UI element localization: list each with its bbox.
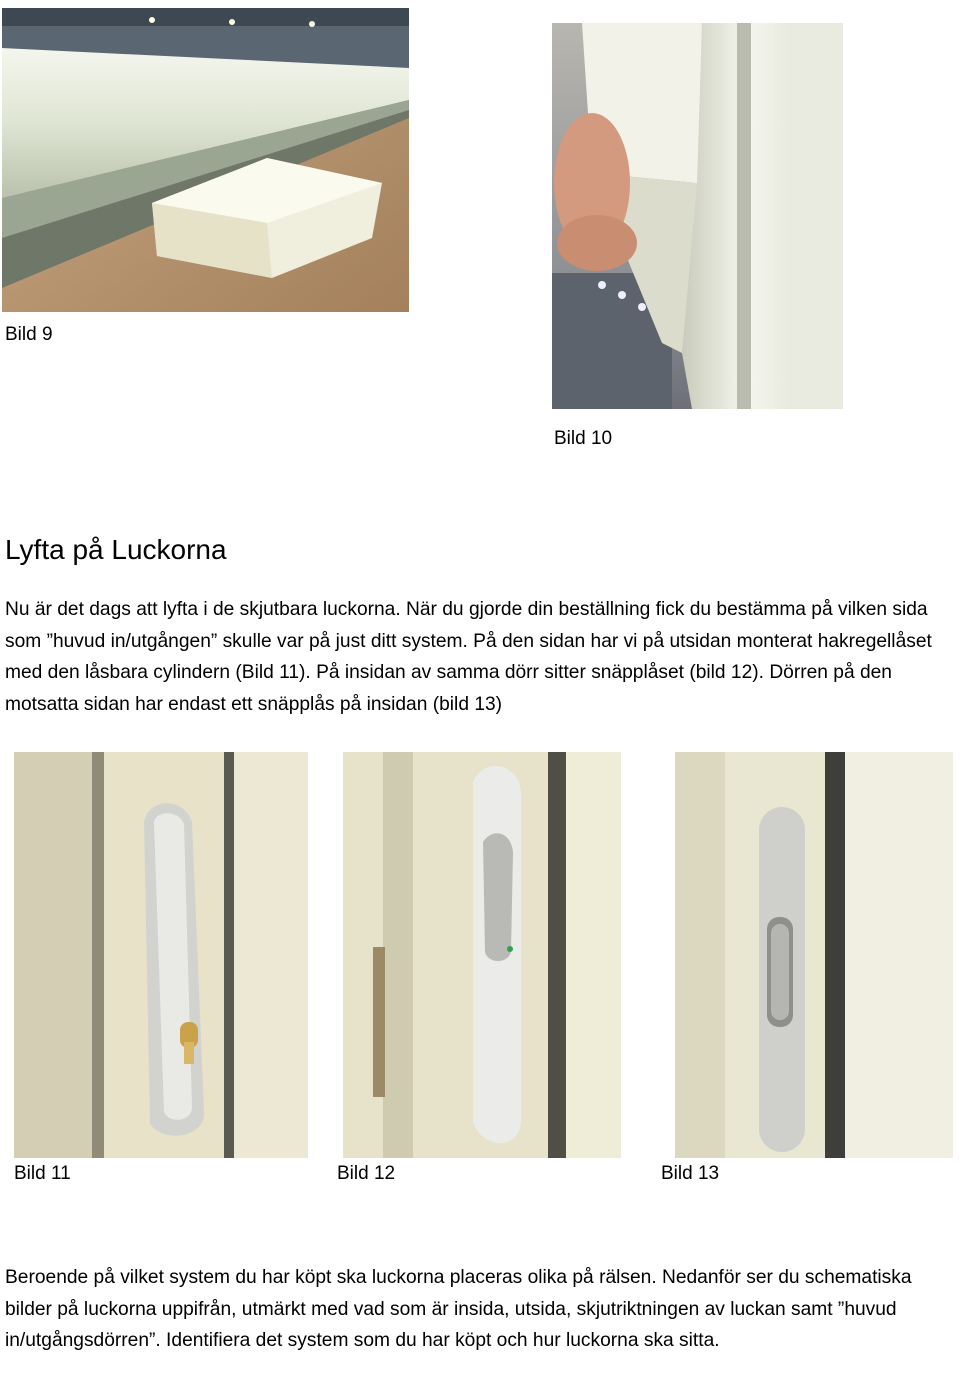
- caption-bild-13: Bild 13: [661, 1163, 720, 1184]
- photo-bild-13: [675, 752, 953, 1158]
- caption-bild-10: Bild 10: [554, 428, 613, 449]
- caption-bild-9: Bild 9: [5, 324, 53, 345]
- caption-bild-12: Bild 12: [337, 1163, 396, 1184]
- photo-bild-11: [14, 752, 308, 1158]
- section-heading: Lyfta på Luckorna: [5, 534, 227, 565]
- intro-paragraph: Nu är det dags att lyfta i de skjutbara luckorna. När du gjorde din beställning fick du bestämma på vilken sida som ”huvud in/utgången” skulle var på just ditt system. På den sidan har vi på utsidan monterat hakregellåset med den låsbara cylindern (Bild 11). På insidan av samma dörr sitter snäpplåset (bild 12). Dörren på den motsatta sidan har endast ett snäpplås på insidan (bild 13): [5, 599, 932, 715]
- caption-bild-11: Bild 11: [14, 1163, 71, 1184]
- photo-bild-12: [343, 752, 621, 1158]
- photo-bild-9: [2, 8, 409, 312]
- photo-bild-10: [552, 23, 843, 409]
- systems-paragraph: Beroende på vilket system du har köpt ska luckorna placeras olika på rälsen. Nedanför ser du schematiska bilder på luckorna uppifrån, utmärkt med vad som är insida, utsida, skjutriktningen av luckan samt ”huvud in/utgångsdörren”. Identifiera det system som du har köpt och hur luckorna ska sitta.: [5, 1267, 912, 1351]
